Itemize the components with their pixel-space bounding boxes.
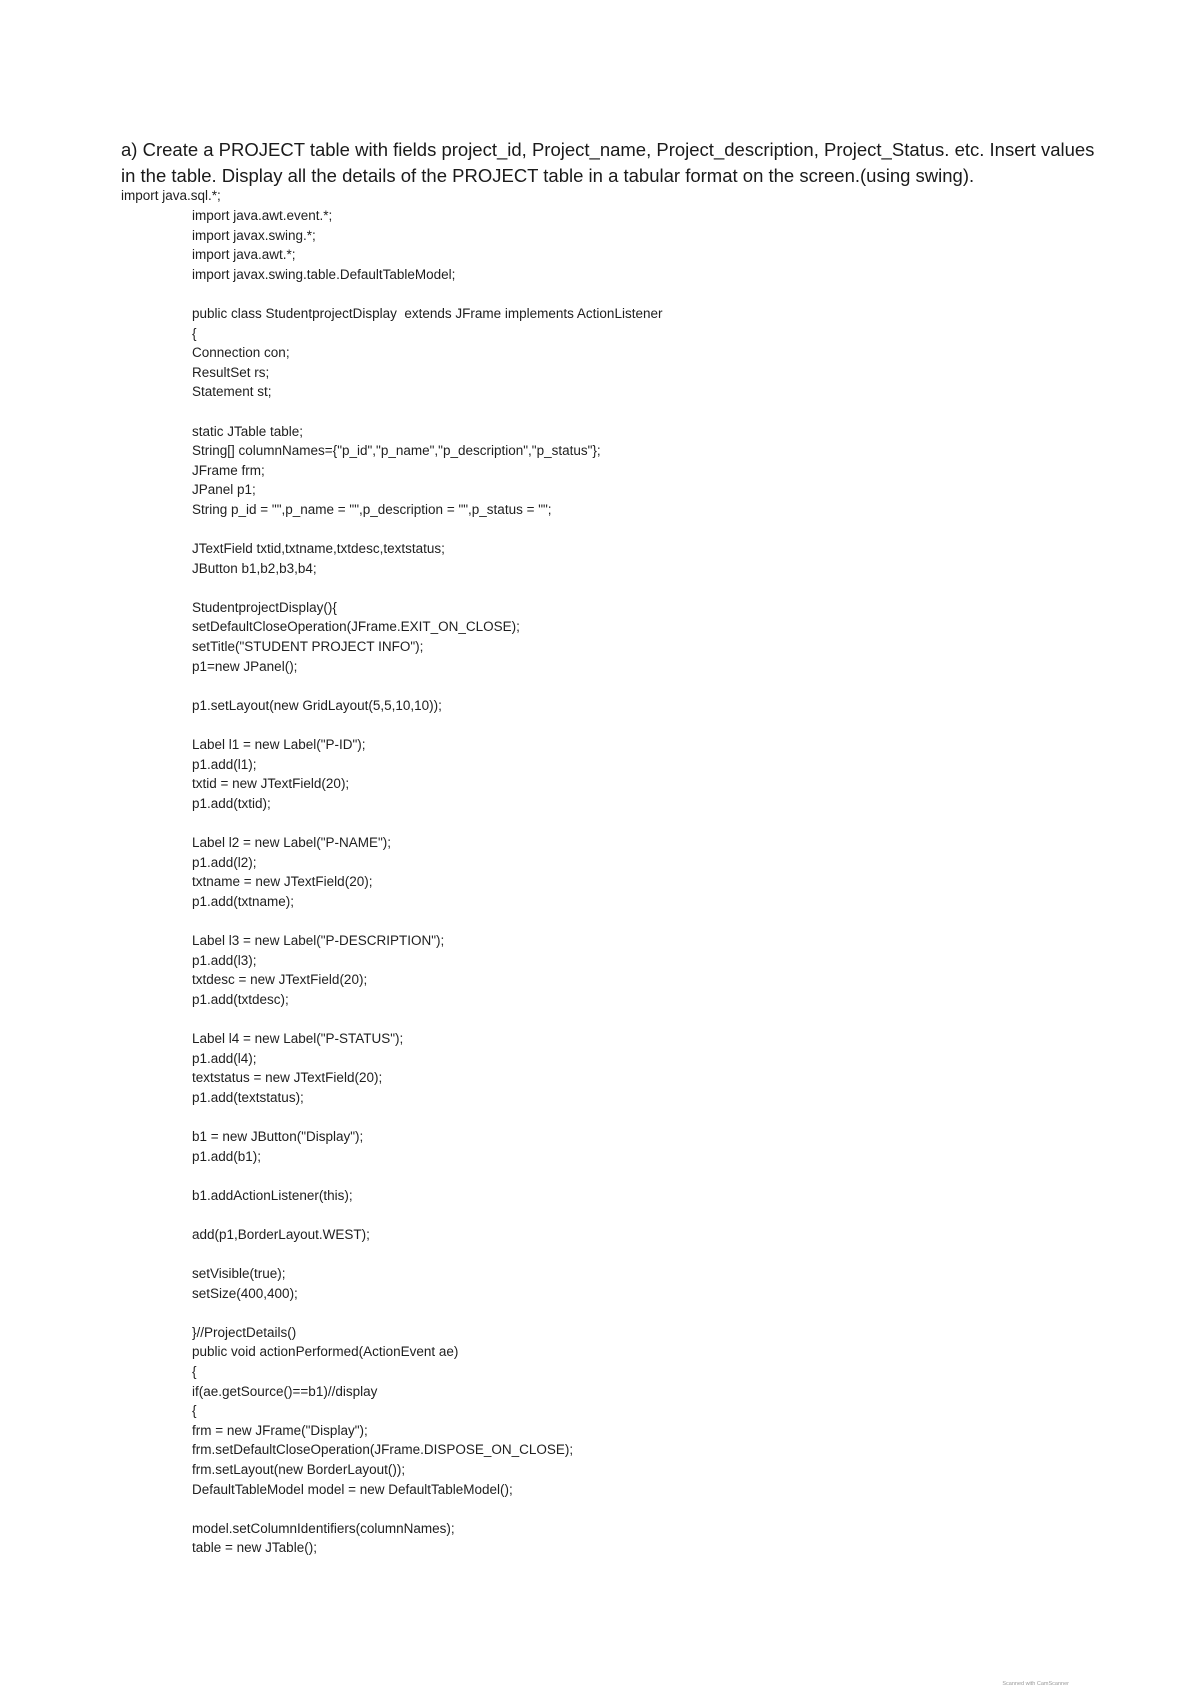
code-line: { [192,1364,197,1380]
code-line: Label l4 = new Label("P-STATUS"); [192,1030,404,1046]
code-line: p1.add(l3); [192,952,257,968]
code-blank-line [192,813,662,833]
code-line: frm.setLayout(new BorderLayout()); [192,1462,406,1477]
code-blank-line [192,911,662,931]
code-line: p1.add(txtdesc); [192,991,289,1007]
code-line: Connection con; [192,345,290,361]
code-line: String[] columnNames={"p_id","p_name","p_description","p_status"}; [192,443,601,459]
code-line: frm = new JFrame("Display"); [192,1422,368,1438]
code-line: { [192,325,197,341]
code-blank-line [192,520,662,540]
code-line: p1.add(textstatus); [192,1089,304,1105]
code-blank-line [192,578,662,598]
code-line: txtname = new JTextField(20); [192,874,373,890]
code-line: p1.add(txtid); [192,795,271,811]
code-line: { [192,1403,197,1419]
code-line: setVisible(true); [192,1266,286,1282]
code-line: p1.setLayout(new GridLayout(5,5,10,10)); [192,697,442,713]
code-line: StudentprojectDisplay(){ [192,599,337,615]
code-line: txtid = new JTextField(20); [192,776,350,792]
code-line: textstatus = new JTextField(20); [192,1070,383,1086]
code-blank-line [192,402,662,422]
code-line: DefaultTableModel model = new DefaultTableModel(); [192,1481,513,1497]
code-line: JPanel p1; [192,482,256,498]
code-line: frm.setDefaultCloseOperation(JFrame.DISPOSE_ON_CLOSE); [192,1442,574,1458]
code-line: static JTable table; [192,423,304,439]
code-line: public class StudentprojectDisplay extends JFrame implements ActionListener [192,305,663,321]
code-blank-line [192,1009,662,1029]
question-line-2: in the table. Display all the details of the PROJECT table in a tabular format on the screen.(using swing). [121,165,975,186]
question-line-1: a) Create a PROJECT table with fields project_id, Project_name, Project_description, Project_Status. etc. Insert values [121,139,1095,160]
code-line: if(ae.getSource()==b1)//display [192,1383,378,1399]
code-line: import java.awt.event.*; [192,208,333,223]
code-blank-line [192,1244,662,1264]
code-line: b1 = new JButton("Display"); [192,1128,364,1144]
code-line: }//ProjectDetails() [192,1324,297,1340]
code-line: JTextField txtid,txtname,txtdesc,textstatus; [192,541,445,557]
code-line: String p_id = "",p_name = "",p_description = "",p_status = ""; [192,501,552,517]
code-line: setSize(400,400); [192,1285,298,1301]
code-blank-line [192,1303,662,1323]
code-blank-line [192,284,662,304]
code-line: txtdesc = new JTextField(20); [192,972,368,988]
code-blank-line [192,676,662,696]
code-line: Statement st; [192,384,272,400]
code-line: Label l3 = new Label("P-DESCRIPTION"); [192,932,445,948]
code-line: p1.add(l1); [192,756,257,772]
code-line: table = new JTable(); [192,1540,317,1556]
question-text [121,137,1121,189]
code-listing [192,206,662,1558]
code-line: b1.addActionListener(this); [192,1187,353,1203]
code-line: JFrame frm; [192,462,265,478]
code-blank-line [192,1107,662,1127]
code-line: p1.add(l4); [192,1050,257,1066]
code-blank-line [192,1205,662,1225]
code-line: public void actionPerformed(ActionEvent ae) [192,1344,459,1360]
code-line: p1=new JPanel(); [192,658,298,674]
code-line: Label l2 = new Label("P-NAME"); [192,835,392,850]
scanner-watermark: Scanned with CamScanner [1002,1681,1069,1687]
code-line: model.setColumnIdentifiers(columnNames); [192,1520,455,1536]
code-line: import javax.swing.table.DefaultTableModel; [192,266,456,282]
code-blank-line [192,1499,662,1519]
code-line: import java.awt.*; [192,247,296,263]
code-line: p1.add(b1); [192,1148,262,1164]
code-line: p1.add(l2); [192,854,257,870]
code-line: import javax.swing.*; [192,227,316,243]
code-line: JButton b1,b2,b3,b4; [192,560,317,576]
code-line: ResultSet rs; [192,364,270,380]
code-line: add(p1,BorderLayout.WEST); [192,1226,370,1242]
code-blank-line [192,1166,662,1186]
code-first-import: import java.sql.*; [121,188,221,203]
code-line: setDefaultCloseOperation(JFrame.EXIT_ON_CLOSE); [192,619,520,635]
code-line: Label l1 = new Label("P-ID"); [192,737,366,753]
code-line: p1.add(txtname); [192,893,295,909]
code-blank-line [192,715,662,735]
code-line: setTitle("STUDENT PROJECT INFO"); [192,639,424,655]
